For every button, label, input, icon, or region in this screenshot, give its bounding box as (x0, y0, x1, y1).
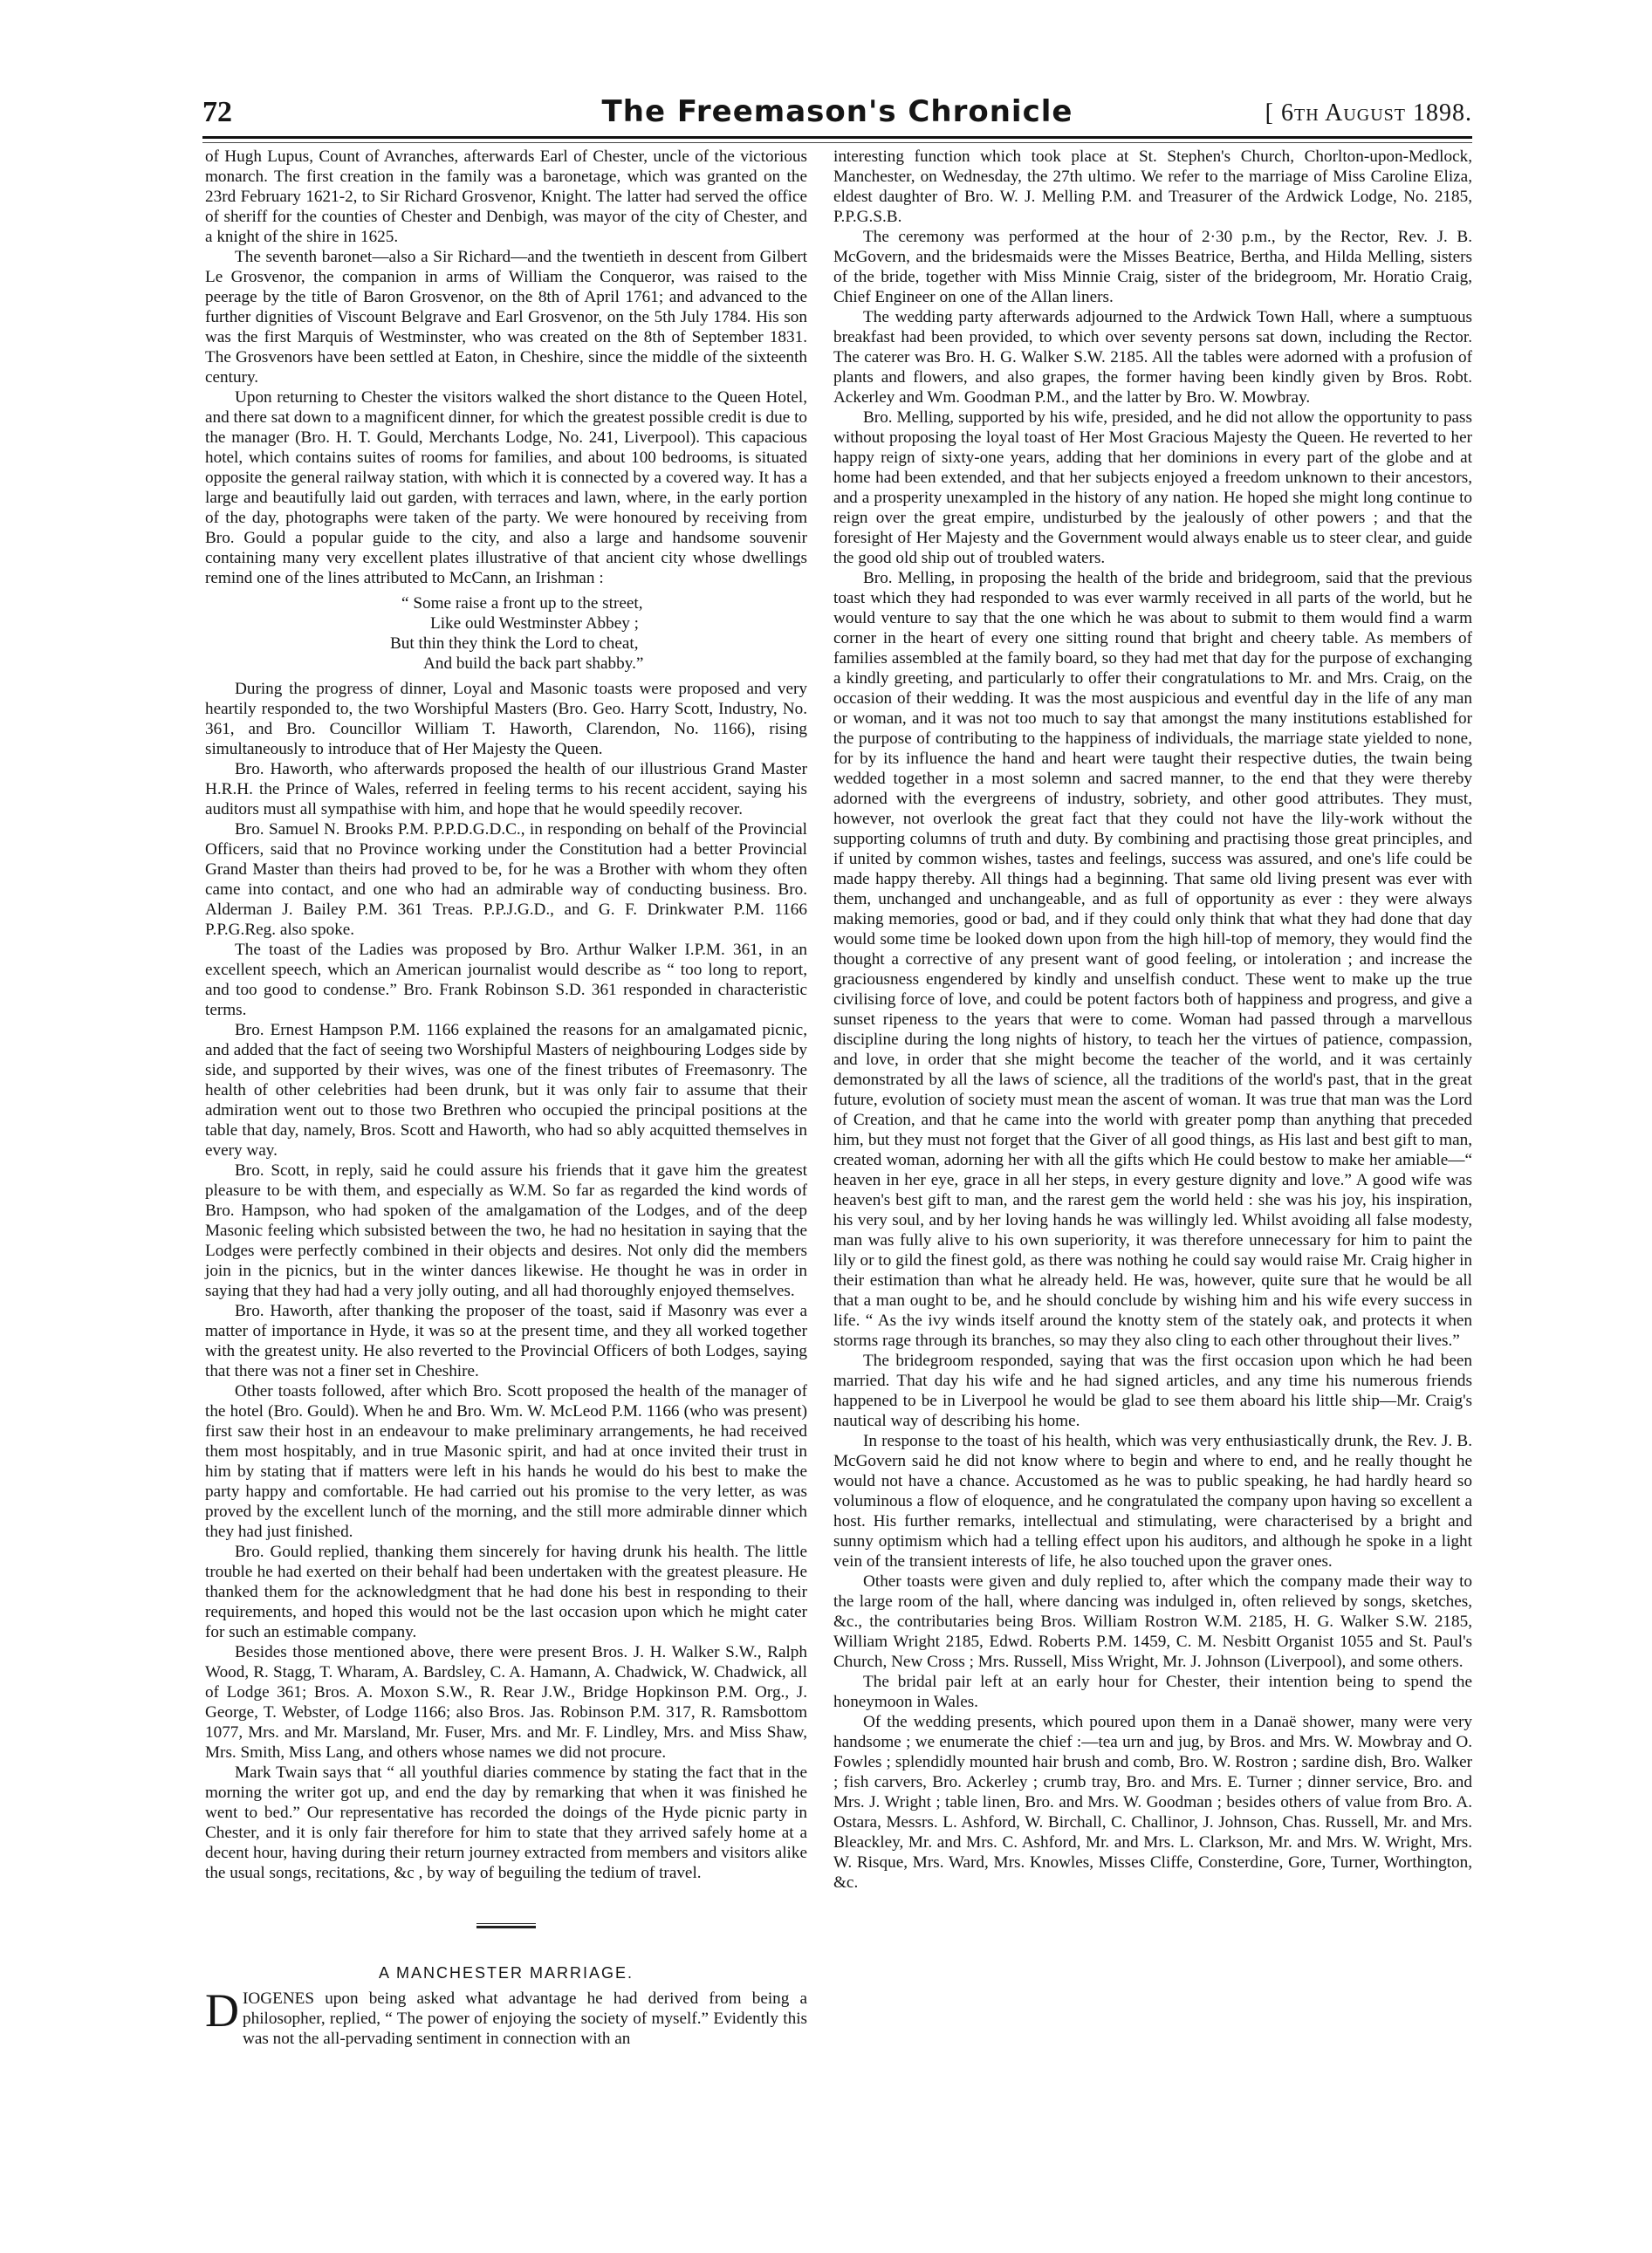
article-paragraph: Bro. Gould replied, thanking them sincerely for having drunk his health. The little trouble he had exerted on their behalf had been undertaken with the greatest pleasure. He thanked them for the acknowledgment that he had done his best in responding to their requirements, and hoped this would not be the last occasion upon which he might cater for such an estimable company. (205, 1543, 807, 1641)
page-header (202, 94, 1472, 133)
article-paragraph: Bro. Scott, in reply, said he could assure his friends that it gave him the greatest pleasure to be with them, and especially as W.M. So far as regarded the kind words of Bro. Hampson, who had spoken of the amalgamation of the Lodges, and of the deep Masonic feeling which subsisted between the two, he had no hesitation in saying that the Lodges were perfectly combined in their objects and desires. Not only did the members join in the picnics, but in the winter dances likewise. He thought he was in order in saying that they had had a very jolly outing, and all had thoroughly enjoyed themselves. (205, 1161, 807, 1300)
article-paragraph: Bro. Ernest Hampson P.M. 1166 explained the reasons for an amalgamated picnic, and added that the fact of seeing two Worshipful Masters of neighbouring Lodges side by side, and supported by their wives, was one of the finest tributes of Freemasonry. The health of other celebrities had been drunk, but it was only fair to assume that their admiration went out to those two Brethren who occupied the principal positions at the table that day, namely, Bros. Scott and Haworth, who had so ably acquitted themselves in every way. (205, 1021, 807, 1160)
verse-line: “ Some raise a front up to the street, (401, 594, 643, 613)
article-paragraph: Upon returning to Chester the visitors walked the short distance to the Queen Hotel, and there sat down to a magnificent dinner, for which the greatest possible credit is due to the manager (Bro. H. T. Gould, Merchants Lodge, No. 241, Liverpool). This capacious hotel, which contains suites of rooms for families, and about 100 bedrooms, is situated opposite the general railway station, with which it is connected by a covered way. It has a large and beautifully laid out garden, with terraces and lawn, where, in the early portion of the day, photographs were taken of the party. We were honoured by receiving from Bro. Gould a popular guide to the city, and also a large and handsome souvenir containing many very excellent plates illustrative of that ancient city whose dwellings remind one of the lines attributed to McCann, an Irishman : (205, 388, 807, 587)
article-paragraph: Bro. Melling, supported by his wife, presided, and he did not allow the opportunity to pass without proposing the loyal toast of Her Most Gracious Majesty the Queen. He reverted to her happy reign of sixty-one years, adding that her dominions in every part of the globe and at home had been extended, and that her subjects enjoyed a freedom unknown to their ancestors, and a prosperity unexampled in the history of any nation. He hoped she might long continue to reign over the great empire, undisturbed by the jealously of other powers ; and that the foresight of Her Majesty and the Government would always enable us to steer clear, and guide the good old ship out of troubled waters. (833, 408, 1472, 567)
quoted-verse (205, 593, 807, 674)
verse-line: And build the back part shabby.” (423, 654, 644, 673)
opening-text: IOGENES upon being asked what advantage he had derived from being a philosopher, replied, “ The power of enjoying the society of myself.” Evidently this was not the all-pervading sentiment in connection with an (243, 1989, 807, 2048)
article-paragraph: During the progress of dinner, Loyal and Masonic toasts were proposed and very heartily responded to, the two Worshipful Masters (Bro. Geo. Harry Scott, Industry, No. 361, and Bro. Councillor William T. Haworth, Clarendon, No. 1166), rising simultaneously to introduce that of Her Majesty the Queen. (205, 680, 807, 758)
article-paragraph: of Hugh Lupus, Count of Avranches, afterwards Earl of Chester, uncle of the victorious monarch. The first creation in the family was a baronetage, which was granted on the 23rd February 1621-2, to Sir Richard Grosvenor, Knight. The latter had served the office of sheriff for the counties of Chester and Denbigh, was mayor of the city of Chester, and a knight of the shire in 1625. (205, 147, 807, 246)
article-paragraph: Of the wedding presents, which poured upon them in a Danaë shower, many were very handsome ; we enumerate the chief :—tea urn and jug, by Bros. and Mrs. W. Mowbray and O. Fowles ; splendidly mounted hair brush and comb, Bro. W. Rostron ; sardine dish, Bro. Walker ; fish carvers, Bro. Ackerley ; crumb tray, Bro. and Mrs. E. Turner ; dinner service, Bro. and Mrs. J. Wright ; table linen, Bro. and Mrs. W. Goodman ; besides others of value from Bro. A. Ostara, Messrs. L. Ashford, W. Birchall, C. Challinor, J. Johnson, Chas. Russell, Mr. and Mrs. Bleackley, Mr. and Mrs. C. Ashford, Mr. and Mrs. L. Clarkson, Mr. and Mrs. W. Wright, Mrs. W. Risque, Mrs. Ward, Mrs. Knowles, Misses Cliffe, Consterdine, Gore, Turner, Worthington, &c. (833, 1713, 1472, 1892)
verse-line: Like ould Westminster Abbey ; (430, 614, 639, 633)
article-paragraph: Bro. Melling, in proposing the health of the bride and bridegroom, said that the previous toast which they had responded to was ever warmly received in all parts of the world, but he would venture to say that the one which he was about to submit to them would find a warm corner in the heart of every one sitting round that bright and cheery table. As members of families assembled at the family board, so they had met that day for the purpose of exchanging a kindly greeting, and particularly to offer their congratulations to Mr. and Mrs. Craig, on the occasion of their wedding. It was the most auspicious and eventful day in the life of any man or woman, and it was not too much to say that amongst the many institutions established for the purpose of contributing to the happiness of individuals, the marriage state yielded to none, for by its influence the hand and heart were taught their respective duties, the twain being wedded together in a most solemn and sacred manner, to the end that they were thereby adorned with the evergreens of industry, sobriety, and other good attributes. They must, however, not overlook the great fact that they could not have the lily-work without the supporting columns of truth and duty. By combining and practising those great principles, and if united by common wishes, tastes and feelings, success was assured, and one's life could be made happy thereby. All things had a beginning. That same old living present was ever with them, unchanged and unchangeable, and as full of opportunity as ever : they were always making memories, good or bad, and if they could only think that what they had done that day would some time be looked down upon from the high hill-top of memory, they would find the thought a corrective of any present want of good feeling, or intoleration ; and increase the graciousness engendered by kindly and unselfish conduct. These went to make up the true civilising force of love, and could be potent factors both of happiness and progress, and give a sunset ripeness to the years that were to come. Woman had passed through a marvellous discipline during the long nights of history, to teach her the virtues of patience, compassion, and love, in order that she might become the teacher of the world, and it was certainly demonstrated by all the laws of science, all the traditions of the world's past, that in the great future, evolution of society must mean the ascent of woman. It was true that man was the Lord of Creation, and that he came into the world with greater pomp than anything that preceded him, but they must not forget that the Giver of all good things, as His last and best gift to man, created woman, adorning her with all the gifts which He could bestow to make her amiable—“ heaven in her eye, grace in all her steps, in every gesture dignity and love.” A good wife was heaven's best gift to man, and the rarest gem the world held : she was his joy, his inspiration, his very soul, and by her loving hands he was willingly led. Whilst avoiding all false modesty, man was fully alive to his own superiority, it was therefore unnecessary for him to paint the lily or to gild the finest gold, as there was nothing he could say would raise Mr. Craig higher in their estimation than what he already held. He was, however, quite sure that he would be all that a man ought to be, and he should conclude by wishing him and his wife every success in life. “ As the ivy winds itself around the knotty stem of the stately oak, and protects it when storms rage through its branches, so may they also cling to each other throughout their lives.” (833, 569, 1472, 1350)
article-paragraph: Other toasts followed, after which Bro. Scott proposed the health of the manager of the hotel (Bro. Gould). When he and Bro. Wm. W. McLeod P.M. 1166 (who was present) first saw their host in an endeavour to make preliminary arrangements, he had received them most hospitably, and in true Masonic spirit, and had at once invited their trust in him by stating that if matters were left in his hands he would do his best to make the party happy and comfortable. He had carried out his promise to the very letter, as was proved by the excellent lunch of the morning, and the still more admirable dinner which they had just finished. (205, 1382, 807, 1541)
article-paragraph: The toast of the Ladies was proposed by Bro. Arthur Walker I.P.M. 361, in an excellent speech, which an American journalist would describe as “ too long to report, and too good to condense.” Bro. Frank Robinson S.D. 361 responded in characteristic terms. (205, 941, 807, 1019)
article-opening-paragraph (205, 1984, 807, 2049)
article-paragraph: Bro. Samuel N. Brooks P.M. P.P.D.G.D.C., in responding on behalf of the Provincial Officers, said that no Province working under the Constitution had a better Provincial Grand Master than theirs had proved to be, for he was a Brother with whom they often came into contact, and one who had an admirable way of conducting business. Bro. Alderman J. Bailey P.M. 361 Treas. P.P.J.G.D., and G. F. Drinkwater P.M. 1166 P.P.G.Reg. also spoke. (205, 820, 807, 939)
article-paragraph: The bridegroom responded, saying that was the first occasion upon which he had been married. That day his wife and he had signed articles, and any time his numerous friends happened to be in Liverpool he would be glad to see them aboard his little ship—Mr. Craig's nautical way of describing his home. (833, 1352, 1472, 1430)
right-column (833, 147, 1472, 1893)
article-paragraph: The bridal pair left at an early hour for Chester, their intention being to spend the honeymoon in Wales. (833, 1673, 1472, 1711)
article-paragraph: The wedding party afterwards adjourned to the Ardwick Town Hall, where a sumptuous breakfast had been provided, to which over seventy persons sat down, including the Rector. The caterer was Bro. H. G. Walker S.W. 2185. All the tables were adorned with a profusion of plants and flowers, and also grapes, the former having been kindly given by Bros. Robt. Ackerley and Wm. Goodman P.M., and the latter by Bro. W. Mowbray. (833, 308, 1472, 407)
section-divider (476, 1923, 536, 1928)
article-paragraph: interesting function which took place at St. Stephen's Church, Chorlton-upon-Medlock, Manchester, on Wednesday, the 27th ultimo. We refer to the marriage of Miss Caroline Eliza, eldest daughter of Bro. W. J. Melling P.M. and Treasurer of the Ardwick Lodge, No. 2185, P.P.G.S.B. (833, 147, 1472, 226)
article-paragraph: Other toasts were given and duly replied to, after which the company made their way to the large room of the hall, where dancing was indulged in, often relieved by songs, sketches, &c., the contributaries being Bros. William Rostron W.M. 2185, H. G. Walker S.W. 2185, William Wright 2185, Edwd. Roberts P.M. 1459, C. M. Nesbitt Organist 1055 and St. Paul's Church, New Cross ; Mrs. Russell, Miss Wright, Mr. J. Johnson (Liverpool), and some others. (833, 1572, 1472, 1671)
verse-line: But thin they think the Lord to cheat, (390, 634, 639, 653)
issue-date: [ 6th August 1898. (1265, 99, 1472, 127)
header-rule (202, 136, 1472, 143)
article-paragraph: Bro. Haworth, who afterwards proposed the health of our illustrious Grand Master H.R.H. the Prince of Wales, referred in feeling terms to his recent accident, saying his auditors must all sympathise with him, and hope that he would speedily recover. (205, 760, 807, 818)
drop-cap: D (205, 1984, 239, 2037)
article-paragraph: The ceremony was performed at the hour of 2·30 p.m., by the Rector, Rev. J. B. McGovern, and the bridesmaids were the Misses Beatrice, Bertha, and Hilda Melling, sisters of the bride, together with Miss Minnie Craig, sister of the bridegroom, Mr. Horatio Craig, Chief Engineer on one of the Allan liners. (833, 228, 1472, 306)
article-paragraph: Bro. Haworth, after thanking the proposer of the toast, said if Masonry was ever a matter of importance in Hyde, it was so at the present time, and they all worked together with the greatest unity. He also reverted to the Provincial Officers of both Lodges, saying that there was not a finer set in Cheshire. (205, 1302, 807, 1380)
article-paragraph: In response to the toast of his health, which was very enthusiastically drunk, the Rev. J. B. McGovern said he did not know where to begin and where to end, and he really thought he would not have a chance. Accustomed as he was to public speaking, he had hardly heard so voluminous a flow of eloquence, and he congratulated the company upon having so excellent a host. His further remarks, intellectual and stimulating, were characterised by a bright and sunny optimism which had a telling effect upon his auditors, and although he spoke in a light vein of the transient interests of life, he also touched upon the graver ones. (833, 1432, 1472, 1571)
left-column (205, 147, 807, 2049)
article-paragraph: Besides those mentioned above, there were present Bros. J. H. Walker S.W., Ralph Wood, R. Stagg, T. Wharam, A. Bardsley, C. A. Hamann, A. Chadwick, W. Chadwick, all of Lodge 361; Bros. A. Moxon S.W., R. Rear J.W., Bridge Hopkinson P.M. Org., J. George, T. Webster, of Lodge 1166; also Bros. Jas. Robinson P.M. 317, R. Ramsbottom 1077, Mrs. and Mr. Marsland, Mr. Fuser, Mrs. and Mr. F. Lindley, Mrs. and Miss Shaw, Mrs. Smith, Miss Lang, and others whose names we did not procure. (205, 1643, 807, 1762)
publication-title: The Freemason's Chronicle (601, 94, 1073, 129)
article-paragraph: Mark Twain says that “ all youthful diaries commence by stating the fact that in the morning the writer got up, and end the day by remarking that when it was finished he went to bed.” Our representative has recorded the doings of the Hyde picnic party in Chester, and it is only fair therefore for him to state that they arrived safely home at a decent hour, having during their return journey extracted from members and visitors alike the usual songs, recitations, &c , by way of beguiling the tedium of travel. (205, 1763, 807, 1882)
section-heading: A MANCHESTER MARRIAGE. (378, 1964, 634, 1982)
article-paragraph: The seventh baronet—also a Sir Richard—and the twentieth in descent from Gilbert Le Grosvenor, the companion in arms of William the Conqueror, was raised to the peerage by the title of Baron Grosvenor, on the 8th of April 1761; and advanced to the further dignities of Viscount Belgrave and Earl Grosvenor, on the 5th July 1784. His son was the first Marquis of Westminster, who was created on the 8th of September 1831. The Grosvenors have been settled at Eaton, in Cheshire, since the middle of the sixteenth century. (205, 248, 807, 387)
page-number: 72 (202, 96, 232, 128)
